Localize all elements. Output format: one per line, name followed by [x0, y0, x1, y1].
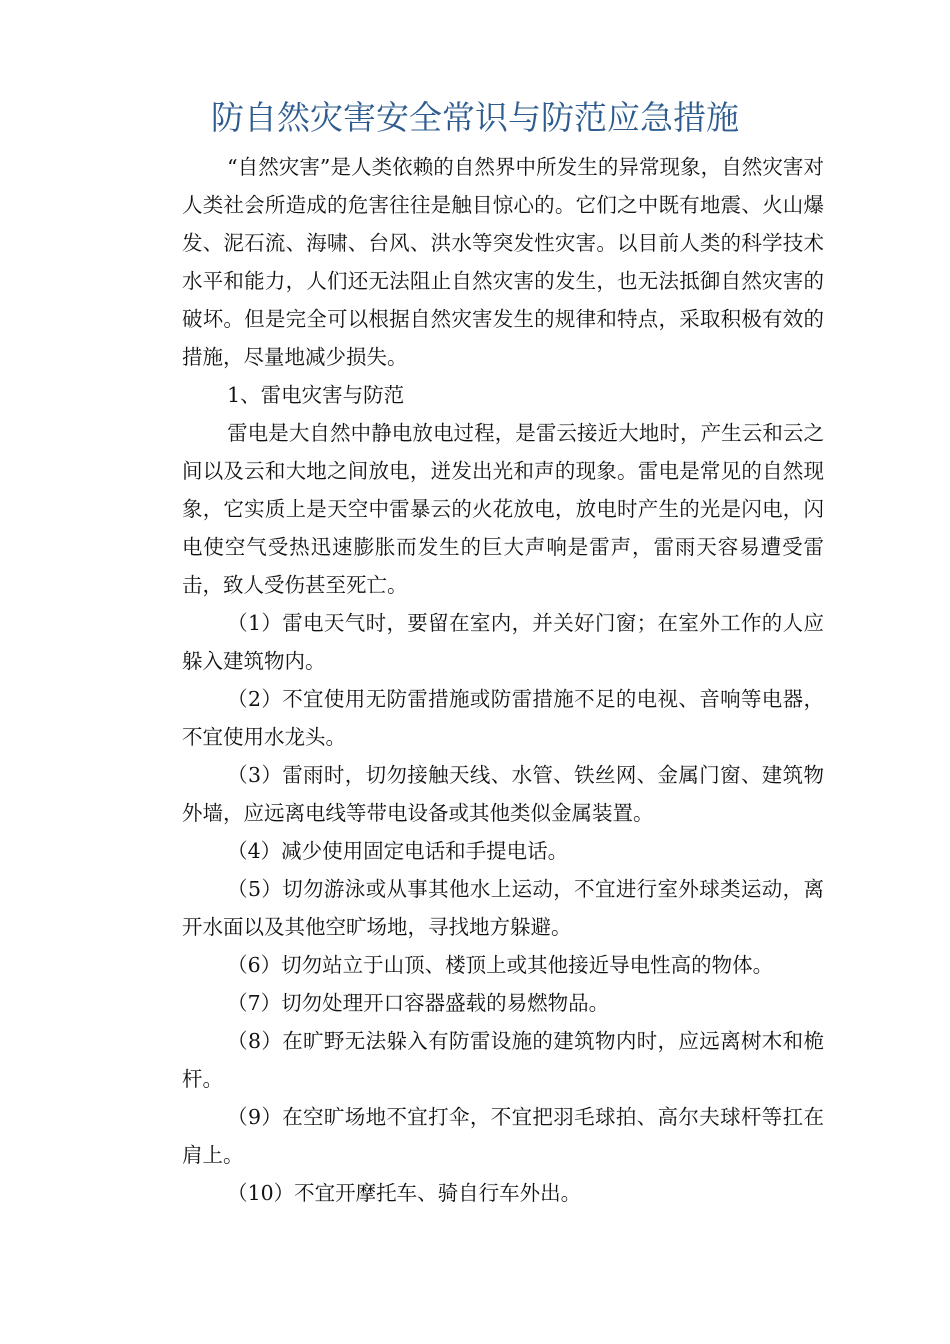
- list-item: （5）切勿游泳或从事其他水上运动，不宜进行室外球类运动，离开水面以及其他空旷场地，寻找地方躲避。: [182, 877, 824, 939]
- list-item: （4）减少使用固定电话和手提电话。: [227, 839, 569, 863]
- section-description: 雷电是大自然中静电放电过程，是雷云接近大地时，产生云和云之间以及云和大地之间放电，迸发出光和声的现象。雷电是常见的自然现象，它实质上是天空中雷暴云的火花放电，放电时产生的光是闪电，闪电使空气受热迅速膨胀而发生的巨大声响是雷声，雷雨天容易遭受雷击，致人受伤甚至死亡。: [182, 421, 824, 597]
- list-item: （3）雷雨时，切勿接触天线、水管、铁丝网、金属门窗、建筑物外墙，应远离电线等带电设备或其他类似金属装置。: [182, 763, 824, 825]
- list-item: （8）在旷野无法躲入有防雷设施的建筑物内时，应远离树木和桅杆。: [182, 1029, 824, 1091]
- list-item: （9）在空旷场地不宜打伞，不宜把羽毛球拍、高尔夫球杆等扛在肩上。: [182, 1105, 824, 1167]
- list-item: （7）切勿处理开口容器盛载的易燃物品。: [227, 991, 610, 1015]
- list-item: （1）雷电天气时，要留在室内，并关好门窗；在室外工作的人应躲入建筑物内。: [182, 611, 824, 673]
- list-item: （10）不宜开摩托车、骑自行车外出。: [227, 1181, 582, 1205]
- document-body: [182, 148, 824, 1212]
- page-title: 防自然灾害安全常识与防范应急措施: [211, 98, 739, 137]
- list-item: （2）不宜使用无防雷措施或防雷措施不足的电视、音响等电器，不宜使用水龙头。: [182, 687, 824, 749]
- intro-paragraph: “自然灾害”是人类依赖的自然界中所发生的异常现象，自然灾害对人类社会所造成的危害往往是触目惊心的。它们之中既有地震、火山爆发、泥石流、海啸、台风、洪水等突发性灾害。以目前人类的科学技术水平和能力，人们还无法阻止自然灾害的发生，也无法抵御自然灾害的破坏。但是完全可以根据自然灾害发生的规律和特点，采取积极有效的措施，尽量地减少损失。: [182, 155, 824, 369]
- section-heading: 1、雷电灾害与防范: [227, 383, 405, 407]
- list-item: （6）切勿站立于山顶、楼顶上或其他接近导电性高的物体。: [227, 953, 774, 977]
